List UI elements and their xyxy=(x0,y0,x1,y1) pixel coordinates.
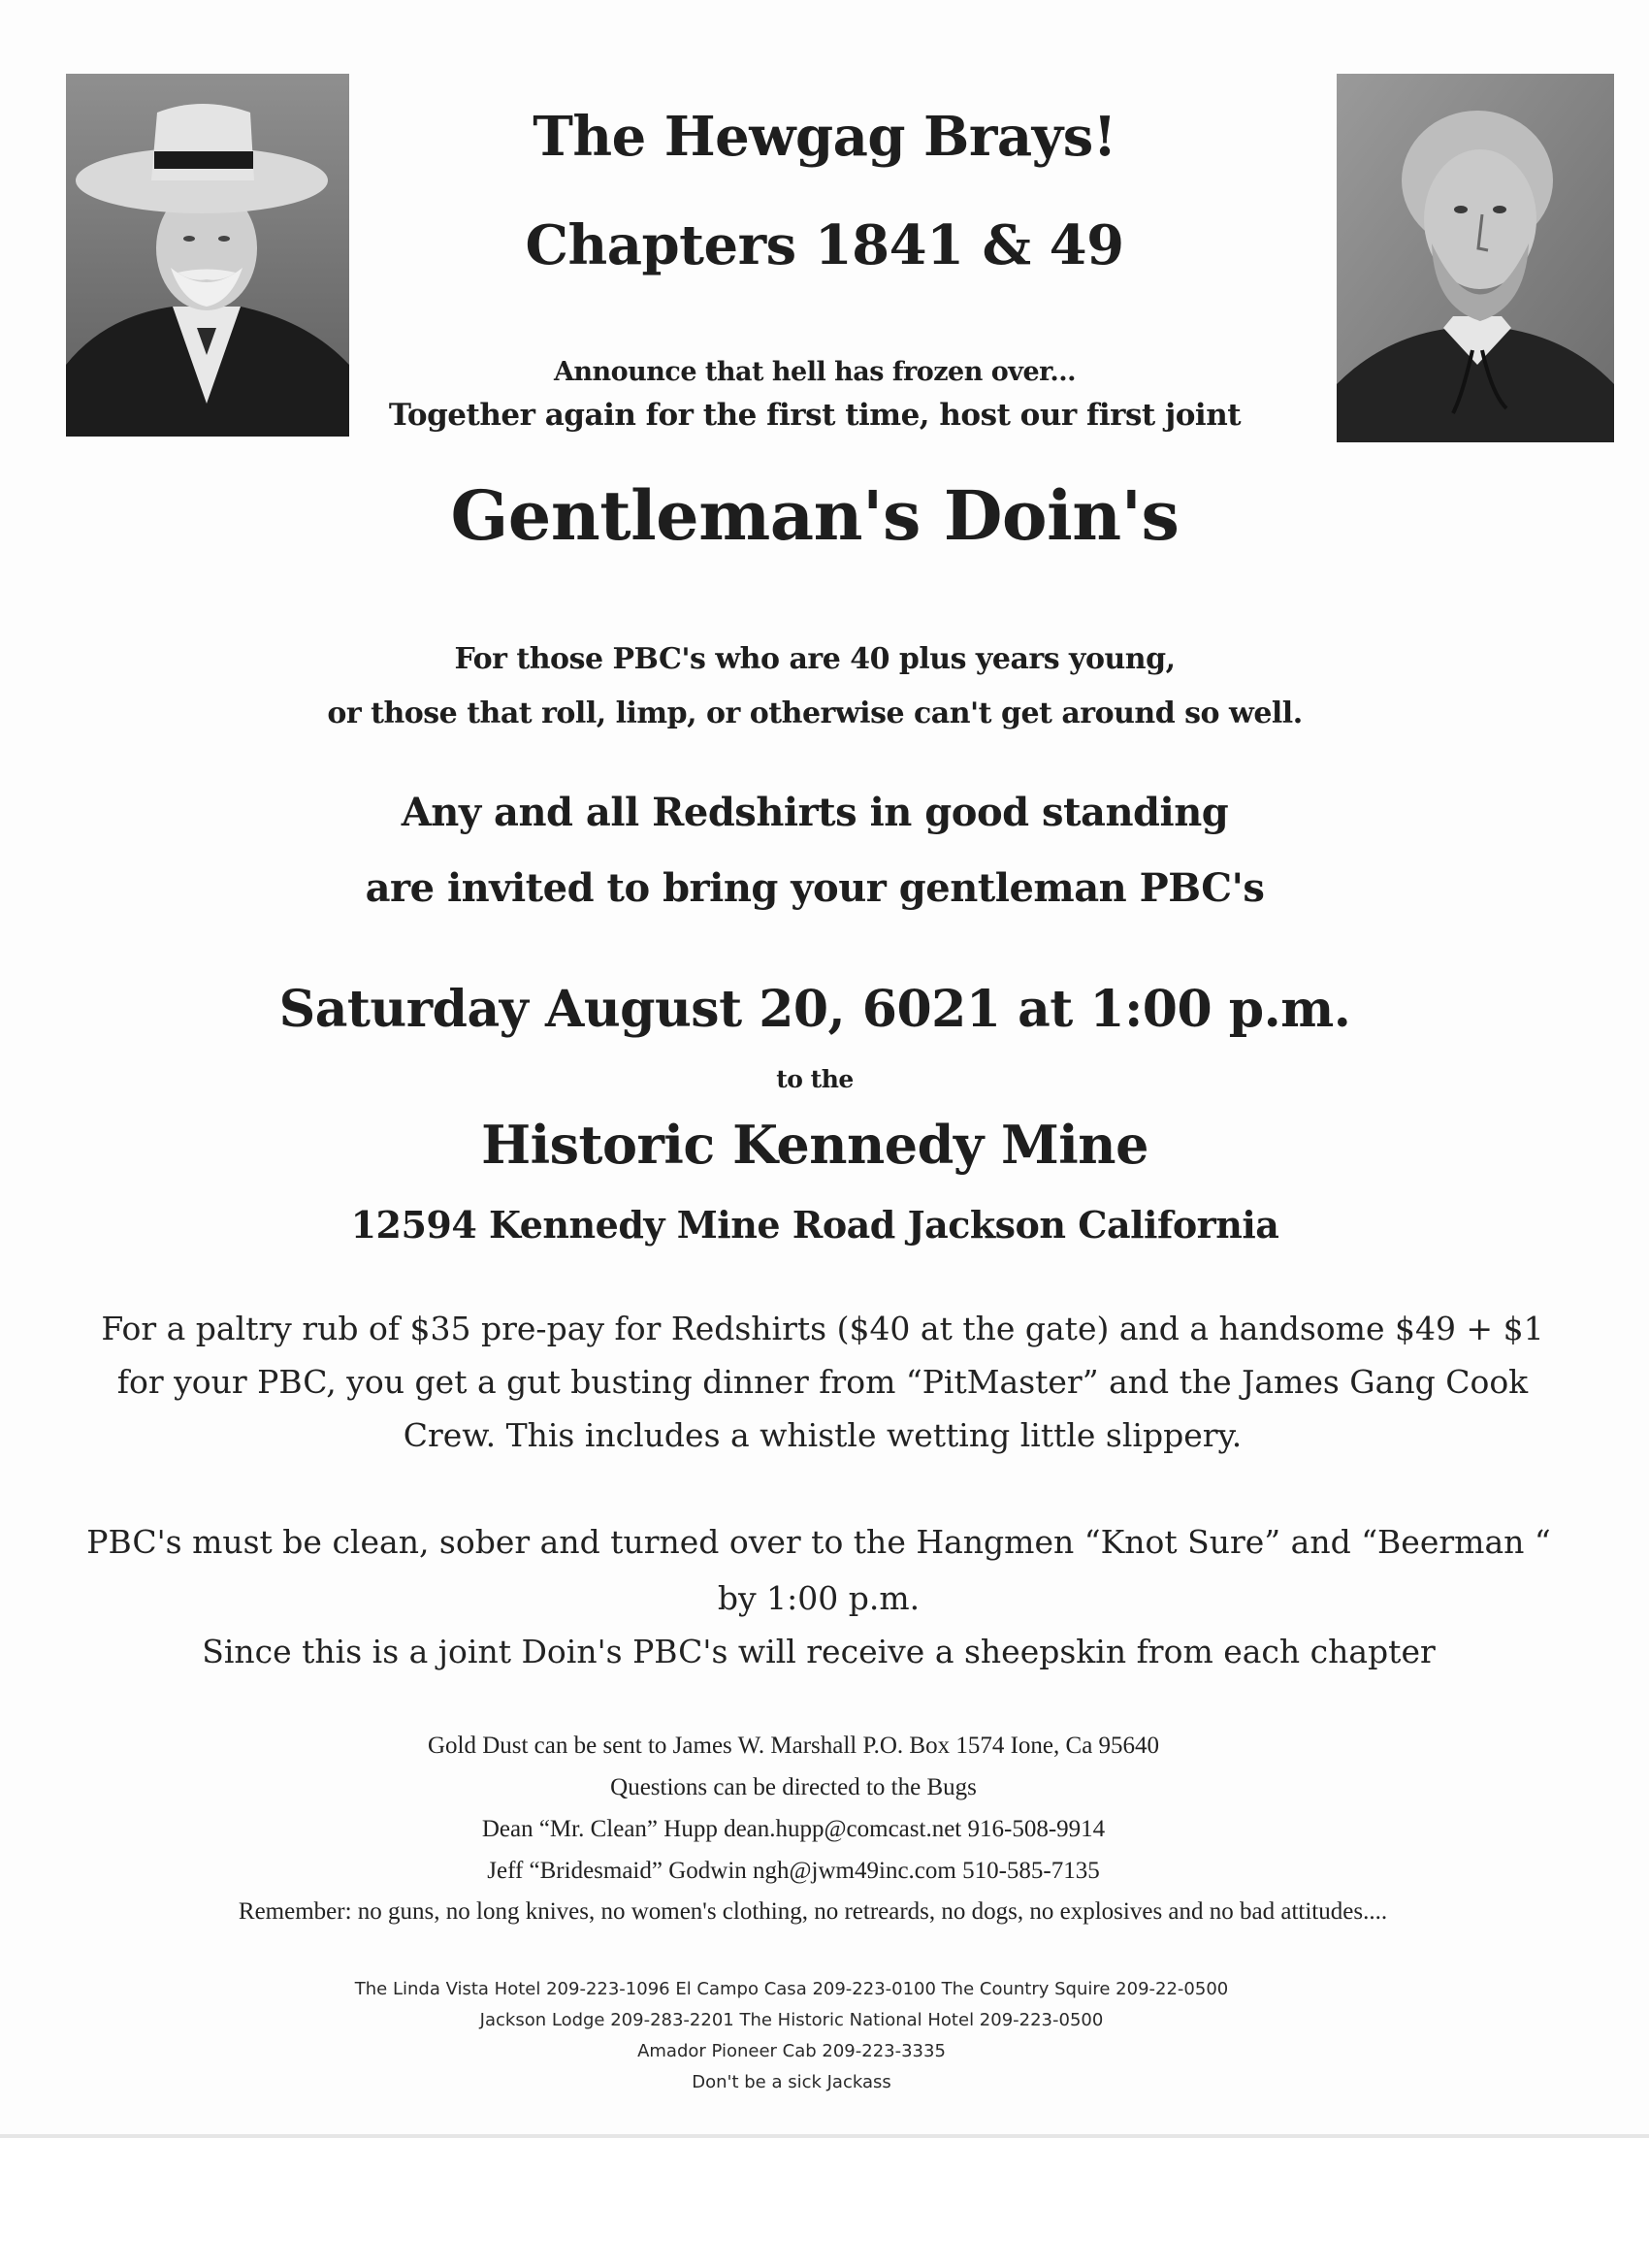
pricing-line2: for your PBC, you get a gut busting dinner from “PitMaster” and the James Gang Cook xyxy=(116,1363,1529,1401)
contact-dean: Dean “Mr. Clean” Hupp dean.hupp@comcast.net 916-508-9914 xyxy=(481,1816,1106,1842)
gold-dust-address: Gold Dust can be sent to James W. Marshall P.O. Box 1574 Ione, Ca 95640 xyxy=(427,1733,1160,1759)
rules-line3: Since this is a joint Doin's PBC's will receive a sheepskin from each chapter xyxy=(202,1633,1436,1670)
invite-line2: are invited to bring your gentleman PBC's xyxy=(365,865,1265,911)
audience-line2: or those that roll, limp, or otherwise can't get around so well. xyxy=(327,697,1303,730)
event-name-heading: Gentleman's Doin's xyxy=(450,475,1180,556)
event-date-time: Saturday August 20, 6021 at 1:00 p.m. xyxy=(278,980,1351,1039)
lodging-line3: Amador Pioneer Cab 209-223-3335 xyxy=(637,2041,946,2061)
flyer-title-line2: Chapters 1841 & 49 xyxy=(525,213,1124,277)
announce-line1: Announce that hell has frozen over... xyxy=(553,357,1077,387)
audience-line1: For those PBC's who are 40 plus years young, xyxy=(454,642,1176,676)
invite-line1: Any and all Redshirts in good standing xyxy=(401,790,1229,835)
event-address: 12594 Kennedy Mine Road Jackson California xyxy=(350,1203,1279,1247)
remember-line: Remember: no guns, no long knives, no women's clothing, no retreards, no dogs, no explosives and no bad attitudes.... xyxy=(238,1898,1388,1925)
lodging-line2: Jackson Lodge 209-283-2201 The Historic National Hotel 209-223-0500 xyxy=(479,2010,1104,2030)
rules-line2: by 1:00 p.m. xyxy=(717,1579,921,1617)
page-bottom-edge xyxy=(0,2134,1649,2138)
announce-line2: Together again for the first time, host our first joint xyxy=(388,398,1242,433)
pricing-line3: Crew. This includes a whistle wetting little slippery. xyxy=(403,1416,1243,1454)
rules-line1: PBC's must be clean, sober and turned over to the Hangmen “Knot Sure” and “Beerman “ xyxy=(86,1523,1551,1561)
event-venue: Historic Kennedy Mine xyxy=(481,1114,1148,1176)
pricing-line1: For a paltry rub of $35 pre-pay for Redshirts ($40 at the gate) and a handsome $49 + $1 xyxy=(101,1310,1544,1347)
questions-line: Questions can be directed to the Bugs xyxy=(610,1774,977,1800)
flyer-title-line1: The Hewgag Brays! xyxy=(533,105,1116,169)
event-connector: to the xyxy=(776,1065,854,1093)
contact-jeff: Jeff “Bridesmaid” Godwin ngh@jwm49inc.com 510-585-7135 xyxy=(487,1858,1100,1884)
lodging-line1: The Linda Vista Hotel 209-223-1096 El Campo Casa 209-223-0100 The Country Squire 209-22-0500 xyxy=(354,1979,1229,1999)
closing-line: Don't be a sick Jackass xyxy=(692,2072,891,2092)
